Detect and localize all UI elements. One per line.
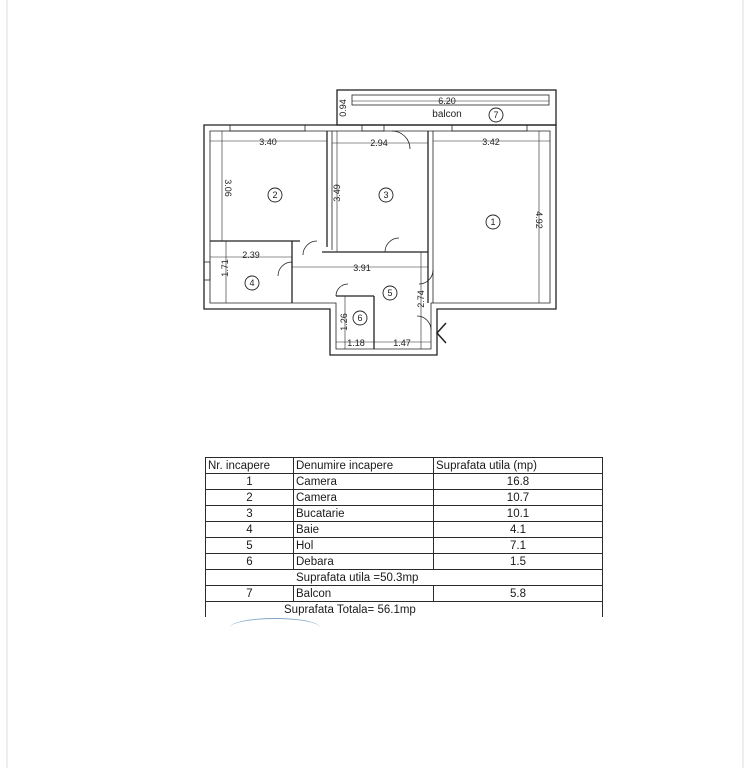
room-number-5: 5 <box>387 288 393 298</box>
door-entry <box>417 316 431 330</box>
room-number-4: 4 <box>249 278 255 288</box>
room-area-table <box>205 457 603 617</box>
room-number-cell: 2 <box>206 490 294 506</box>
room-number-cell: 1 <box>206 474 294 490</box>
header-room-area: Suprafata utila (mp) <box>434 458 603 474</box>
room-area-cell: 5.8 <box>434 586 603 602</box>
window-bath <box>204 262 210 280</box>
header-room-number: Nr. incapere <box>206 458 294 474</box>
dim-bath-width: 2.39 <box>242 250 260 260</box>
room-name-cell: Camera <box>294 474 434 490</box>
outer-wall <box>204 125 556 355</box>
room-number-1: 1 <box>490 217 496 227</box>
dim-room3-depth: 3.49 <box>332 184 342 202</box>
room-number-cell: 6 <box>206 554 294 570</box>
dim-balcony-length: 6.20 <box>438 96 456 106</box>
room-name-cell: Bucatarie <box>294 506 434 522</box>
door-storage <box>336 284 348 296</box>
table-row <box>206 506 603 522</box>
door-room3 <box>385 238 399 252</box>
table-header-row <box>206 458 603 474</box>
dim-room1-width: 3.42 <box>482 137 500 147</box>
subtotal-row <box>206 570 603 586</box>
dim-room1-depth: 4.92 <box>534 211 544 229</box>
door-room2 <box>303 241 317 255</box>
entry-arrow-icon <box>437 323 446 343</box>
table-row <box>206 538 603 554</box>
dim-room2-depth: 3.06 <box>223 179 233 197</box>
room-number-3: 3 <box>383 190 389 200</box>
dim-bath-depth: 1.71 <box>220 259 230 277</box>
dim-storage-depth: 1.26 <box>339 313 349 331</box>
dim-room3-width: 2.94 <box>370 138 388 148</box>
room-area-cell: 16.8 <box>434 474 603 490</box>
room-number-cell: 4 <box>206 522 294 538</box>
subtotal-text: Suprafata utila =50.3mp <box>206 570 603 586</box>
room-area-cell: 1.5 <box>434 554 603 570</box>
table-row <box>206 554 603 570</box>
room-area-cell: 10.1 <box>434 506 603 522</box>
dim-room2-width: 3.40 <box>259 137 277 147</box>
room-area-cell: 4.1 <box>434 522 603 538</box>
window-room1 <box>452 125 527 131</box>
header-room-name: Denumire incapere <box>294 458 434 474</box>
room-name-cell: Baie <box>294 522 434 538</box>
room-area-cell: 7.1 <box>434 538 603 554</box>
window-room2 <box>230 125 305 131</box>
balcony-row <box>206 586 603 602</box>
dim-hall-depth: 2.74 <box>416 290 426 308</box>
room-name-cell: Debara <box>294 554 434 570</box>
total-row <box>206 602 603 618</box>
room-number-7: 7 <box>493 110 499 120</box>
room-name-cell: Balcon <box>294 586 434 602</box>
window-room3 <box>362 125 384 131</box>
inner-wall <box>210 131 550 349</box>
room-number-2: 2 <box>272 190 278 200</box>
stamp-mark <box>230 618 320 637</box>
table-row <box>206 474 603 490</box>
table-row <box>206 490 603 506</box>
dim-balcony-depth: 0.94 <box>338 99 348 117</box>
total-text: Suprafata Totala= 56.1mp <box>206 602 603 618</box>
door-balcony <box>392 131 410 149</box>
balcony-label: balcon <box>432 109 462 120</box>
dim-storage-width: 1.18 <box>347 338 365 348</box>
room-name-cell: Hol <box>294 538 434 554</box>
room-number-cell: 3 <box>206 506 294 522</box>
dim-entry-width: 1.47 <box>393 338 411 348</box>
room-number-6: 6 <box>357 313 363 323</box>
room-number-cell: 7 <box>206 586 294 602</box>
room-name-cell: Camera <box>294 490 434 506</box>
table-row <box>206 522 603 538</box>
door-bath <box>278 262 292 276</box>
dim-hall-length: 3.91 <box>353 263 371 273</box>
room-area-cell: 10.7 <box>434 490 603 506</box>
room-number-cell: 5 <box>206 538 294 554</box>
